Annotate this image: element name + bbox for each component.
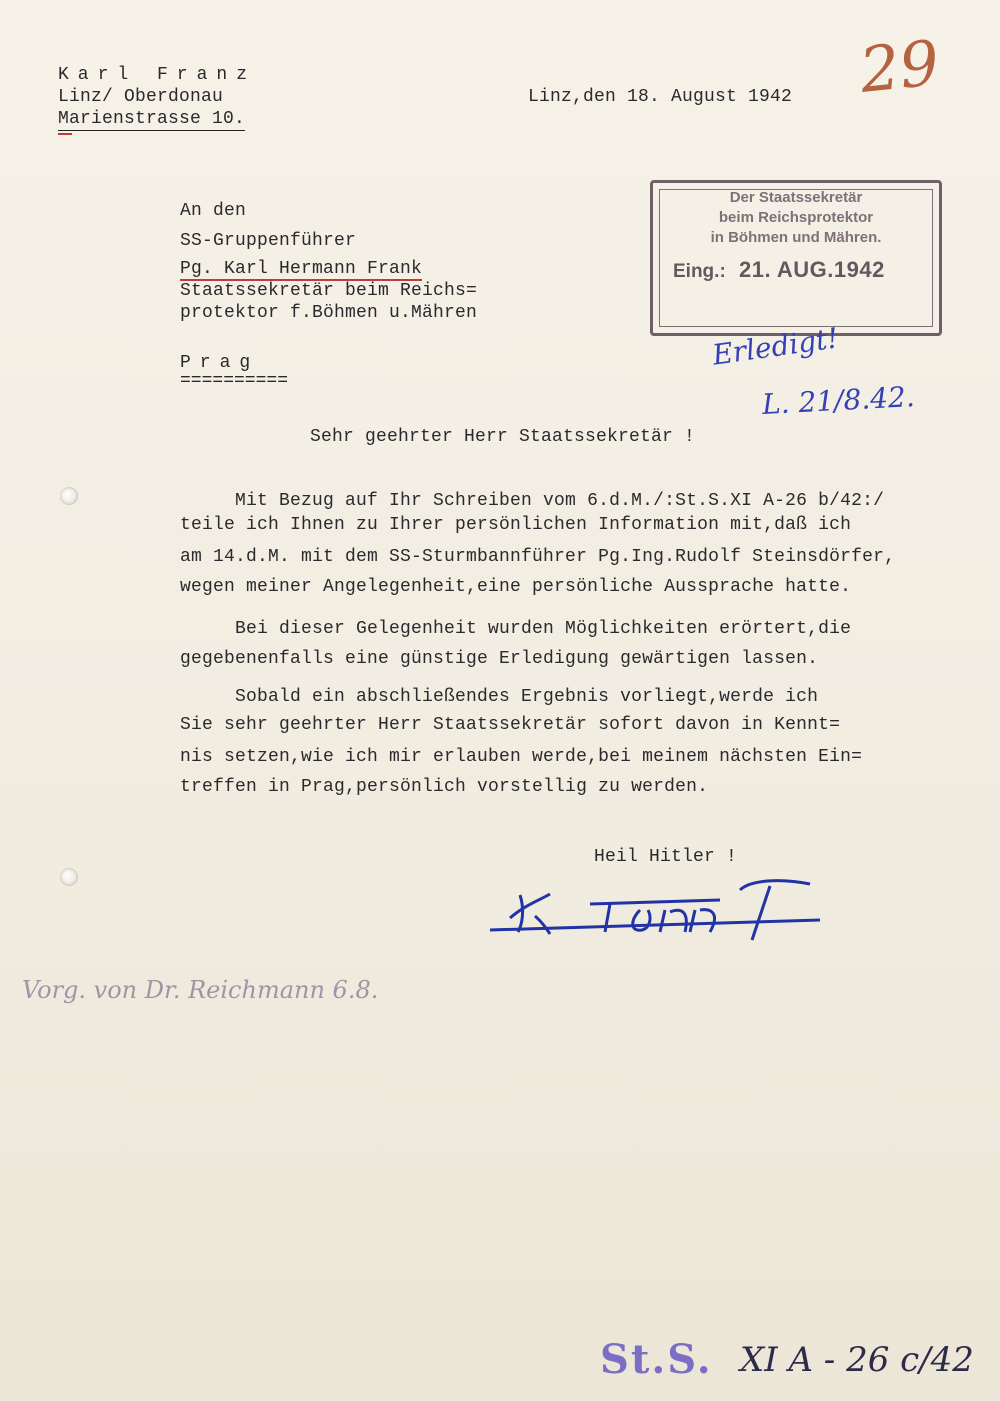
body-line: treffen in Prag,persönlich vorstellig zu werden. bbox=[180, 777, 709, 797]
received-stamp bbox=[650, 180, 942, 336]
body-line: Sobald ein abschließendes Ergebnis vorliegt,werde ich bbox=[180, 687, 819, 707]
pencil-note: Vorg. von Dr. Reichmann 6.8. bbox=[22, 976, 379, 1004]
stamp-line-1: Der Staatssekretär bbox=[729, 189, 863, 206]
punch-hole-bottom bbox=[60, 868, 78, 886]
folio-number: 29 bbox=[856, 26, 943, 107]
date-line: Linz,den 18. August 1942 bbox=[528, 87, 793, 107]
closing: Heil Hitler ! bbox=[594, 847, 738, 867]
body-line: wegen meiner Angelegenheit,eine persönliche Aussprache hatte. bbox=[180, 577, 852, 597]
recipient-line-1: An den bbox=[180, 201, 247, 221]
recipient-name: Pg. Karl Hermann Frank bbox=[180, 259, 423, 279]
body-line: nis setzen,wie ich mir erlauben werde,bei meinem nächsten Ein= bbox=[180, 747, 863, 767]
body-line: teile ich Ihnen zu Ihrer persönlichen Information mit,daß ich bbox=[180, 515, 852, 535]
salutation: Sehr geehrter Herr Staatssekretär ! bbox=[310, 427, 696, 447]
sender-street: Marienstrasse 10. bbox=[58, 109, 246, 129]
recipient-line-2: SS-Gruppenführer bbox=[180, 231, 357, 251]
sender-name bbox=[58, 64, 256, 86]
stamp-date: 21. AUG.1942 bbox=[739, 257, 885, 282]
punch-hole-top bbox=[60, 487, 78, 505]
body-line: Sie sehr geehrter Herr Staatssekretär sofort davon in Kennt= bbox=[180, 715, 841, 735]
handwritten-note-2: L. 21/8.42. bbox=[761, 380, 916, 421]
recipient-city-text: Prag bbox=[180, 353, 260, 373]
recipient-line-3 bbox=[180, 258, 422, 280]
stamp-eing-label: Eing.: bbox=[673, 261, 726, 282]
file-reference-handwritten: XI A - 26 c/42 bbox=[740, 1340, 974, 1380]
stamp-line-2: beim Reichsprotektor bbox=[718, 209, 874, 226]
recipient-city-underline: ========== bbox=[180, 371, 289, 391]
stamp-line-3: in Böhmen und Mähren. bbox=[710, 229, 882, 246]
body-line: gegebenenfalls eine günstige Erledigung gewärtigen lassen. bbox=[180, 649, 819, 669]
handwritten-note-1: Erledigt! bbox=[710, 321, 841, 372]
signature bbox=[480, 870, 840, 950]
sender-name-text: Karl Franz bbox=[58, 65, 257, 85]
recipient-line-4: Staatssekretär beim Reichs= bbox=[180, 281, 478, 301]
red-underline-mark bbox=[58, 133, 72, 135]
body-line: am 14.d.M. mit dem SS-Sturmbannführer Pg.Ing.Rudolf Steinsdörfer, bbox=[180, 547, 896, 567]
sender-city: Linz/ Oberdonau bbox=[58, 87, 224, 107]
recipient-line-5: protektor f.Böhmen u.Mähren bbox=[180, 303, 478, 323]
body-line: Mit Bezug auf Ihr Schreiben vom 6.d.M./:St.S.XI A-26 b/42:/ bbox=[180, 491, 885, 511]
body-line: Bei dieser Gelegenheit wurden Möglichkeiten erörtert,die bbox=[180, 619, 852, 639]
file-reference-stamp: St.S. bbox=[600, 1336, 713, 1383]
